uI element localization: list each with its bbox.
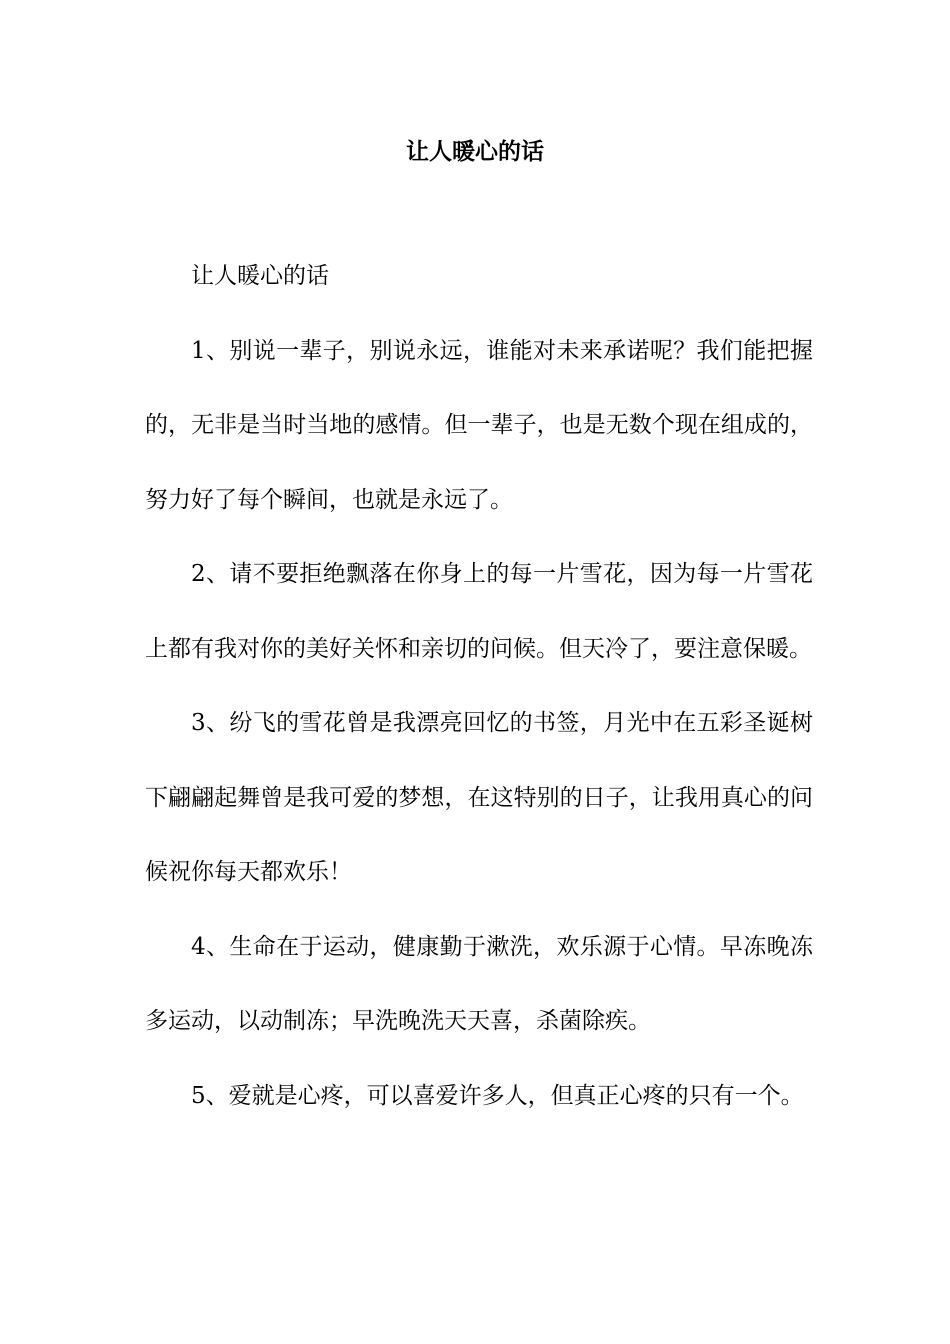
document-body (145, 239, 813, 1133)
page-title: 让人暖心的话 (406, 138, 544, 165)
paragraph-2: 2、请不要拒绝飘落在你身上的每一片雪花，因为每一片雪花上都有我对你的美好关怀和亲切的问候。但天冷了，要注意保暖。 (145, 561, 813, 662)
paragraph-3: 3、纷飞的雪花曾是我漂亮回忆的书签，月光中在五彩圣诞树下翩翩起舞曾是我可爱的梦想，在这特别的日子，让我用真心的问候祝你每天都欢乐！ (145, 710, 813, 885)
paragraph-4: 4、生命在于运动，健康勤于漱洗，欢乐源于心情。早冻晚冻多运动，以动制冻；早洗晚洗天天喜，杀菌除疾。 (145, 933, 813, 1034)
paragraph-5: 5、爱就是心疼，可以喜爱许多人，但真正心疼的只有一个。 (191, 1082, 804, 1109)
paragraph-subtitle: 让人暖心的话 (191, 263, 329, 289)
paragraph-1: 1、别说一辈子，别说永远，谁能对未来承诺呢？我们能把握的，无非是当时当地的感情。但一辈子，也是无数个现在组成的，努力好了每个瞬间，也就是永远了。 (145, 337, 813, 513)
